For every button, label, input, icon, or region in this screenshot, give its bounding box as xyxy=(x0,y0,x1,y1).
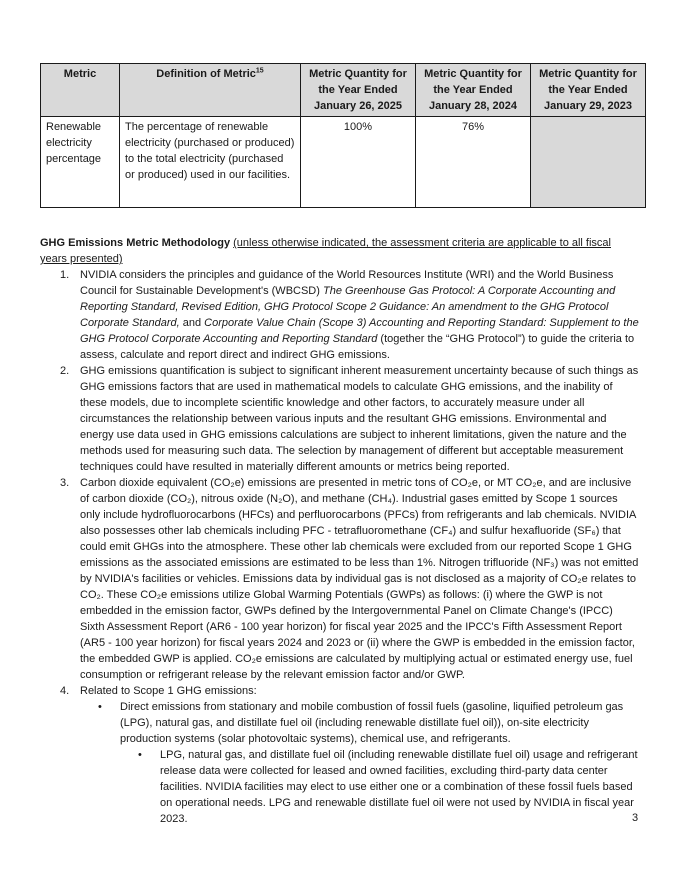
citation-title: The Greenhouse Gas Protocol: A Corporate Accounting and Reporting Standard, Revised Edition, GHG Protocol Scope 2 Guidance: An amendment to the GHG Protocol Corporate Standard, xyxy=(80,285,616,329)
cell-fy2024: 76% xyxy=(416,117,531,208)
ghg-methodology-section xyxy=(40,235,640,827)
footnote-ref: 15 xyxy=(255,67,264,75)
header-fy2023: Metric Quantity for the Year Ended January 29, 2023 xyxy=(531,64,646,117)
sub-bullet-item: • LPG, natural gas, and distillate fuel oil (including renewable distillate fuel oil) usage and refrigerant release data were collected for leased and owned facilities, excluding third-party data center facilities. NVIDIA facilities may elect to use either one or a combination of these fossil fuels based on operational needs. LPG and renewable distillate fuel oil were not used by NVIDIA in fiscal year 2023. xyxy=(138,749,638,825)
header-definition: Definition of Metric$^{15}$ xyxy=(120,64,301,117)
section-note: (unless otherwise indicated, the assessment criteria are applicable to all fiscal years presented) xyxy=(40,237,611,265)
metrics-table xyxy=(40,63,646,208)
bullet-icon: • xyxy=(98,701,102,713)
list-item: 1. NVIDIA considers the principles and guidance of the World Resources Institute (WRI) and the World Business Council for Sustainable Development's (WBCSD) The Greenhouse Gas Protocol: A Corporate Accounting and Reporting Standard, Revised Edition, GHG Protocol Scope 2 Guidance: An amendment to the GHG Protocol Corporate Standard, and Corporate Value Chain (Scope 3) Accounting and Reporting Standard: Supplement to the GHG Protocol Corporate Accounting and Reporting Standard (together the “GHG Protocol”) to guide the criteria to assess, calculate and report direct and indirect GHG emissions. xyxy=(60,269,639,361)
cell-fy2023 xyxy=(531,117,646,208)
citation-title: Corporate Value Chain (Scope 3) Accounting and Reporting Standard: Supplement to the GHG Protocol Corporate Accounting and Reporting Standard xyxy=(80,317,639,345)
header-fy2024: Metric Quantity for the Year Ended January 28, 2024 xyxy=(416,64,531,117)
sub-bullet-list xyxy=(120,747,640,827)
cell-metric: Renewable electricity percentage xyxy=(41,117,120,208)
cell-definition: The percentage of renewable electricity (purchased or produced) to the total electricity (purchased or produced) used in our facilities. xyxy=(120,117,301,208)
list-item: 3. Carbon dioxide equivalent (CO₂e) emissions are presented in metric tons of CO₂e, or MT CO₂e, and are inclusive of carbon dioxide (CO₂), nitrous oxide (N₂O), and methane (CH₄). Industrial gases emitted by Scope 1 sources only include hydrofluorocarbons (HFCs) and perfluorocarbons (PFCs) from refrigerants and lab chemicals. NVIDIA also possesses other lab chemicals including PFC - tetrafluoromethane (CF₄) and sulfur hexafluoride (SF₆) that could emit GHGs into the atmosphere. These other lab chemicals were excluded from our reported Scope 1 GHG emissions as the associated emissions are estimated to be less than 1%. Nitrogen trifluoride (NF₃) was not emitted by NVIDIA's facilities or vehicles. Emissions data by individual gas is not disclosed as a majority of CO₂e relates to CO₂. These CO₂e emissions utilize Global Warming Potentials (GWPs) as follows: (i) where the GWP is not embedded in the emission factor, GWPs defined by the Intergovernmental Panel on Climate Change's (IPCC) Sixth Assessment Report (AR6 - 100 year horizon) for fiscal year 2025 and the IPCC's Fifth Assessment Report (AR5 - 100 year horizon) for fiscal years 2024 and 2023 or (ii) where the GWP is embedded in the emission factor, the embedded GWP is applied. CO₂e emissions are calculated by multiplying actual or estimated energy use, fuel consumption or refrigerant release by the relevant emission factor and/or GWP. xyxy=(60,477,639,681)
table-header-row xyxy=(41,64,646,117)
bullet-icon: • xyxy=(138,749,142,761)
header-metric: Metric xyxy=(41,64,120,117)
section-heading xyxy=(40,235,640,267)
methodology-list xyxy=(40,267,640,827)
page-number: 3 xyxy=(632,812,639,824)
header-fy2025: Metric Quantity for the Year Ended January 26, 2025 xyxy=(301,64,416,117)
table-row xyxy=(41,117,646,208)
list-item: 4. Related to Scope 1 GHG emissions: • Direct emissions from stationary and mobile combustion of fossil fuels (gasoline, liquified petroleum gas (LPG), natural gas, and distillate fuel oil (including renewable distillate fuel oil)), on-site electricity production systems (solar photovoltaic systems), chemical use, and refrigerants. • LPG, natural gas, and distillate fuel oil (including renewable distillate fuel oil) usage and refrigerant release data were collected for leased and owned facilities, excluding third-party data center facilities. NVIDIA facilities may elect to use either one or a combination of these fossil fuels based on operational needs. LPG and renewable distillate fuel oil were not used by NVIDIA in fiscal year 2023. xyxy=(80,683,640,827)
cell-fy2025: 100% xyxy=(301,117,416,208)
list-item: 2. GHG emissions quantification is subject to significant inherent measurement uncertainty because of such things as GHG emissions factors that are used in mathematical models to calculate GHG emissions, and the inability of these models, due to incomplete scientific knowledge and other factors, to accurately measure under all circumstances the relationship between various inputs and the resultant GHG emissions. Environmental and energy use data used in GHG emissions calculations are subject to inherent limitations, given the nature and the methods used for measuring such data. The selection by management of different but acceptable measurement techniques could have resulted in materially different amounts or metrics being reported. xyxy=(60,365,639,473)
section-title: GHG Emissions Metric Methodology xyxy=(40,237,231,249)
bullet-item: • Direct emissions from stationary and mobile combustion of fossil fuels (gasoline, liquified petroleum gas (LPG), natural gas, and distillate fuel oil (including renewable distillate fuel oil)), on-site electricity production systems (solar photovoltaic systems), chemical use, and refrigerants. • LPG, natural gas, and distillate fuel oil (including renewable distillate fuel oil) usage and refrigerant release data were collected for leased and owned facilities, excluding third-party data center facilities. NVIDIA facilities may elect to use either one or a combination of these fossil fuels based on operational needs. LPG and renewable distillate fuel oil were not used by NVIDIA in fiscal year 2023. xyxy=(120,699,640,827)
bullet-list xyxy=(80,699,640,827)
